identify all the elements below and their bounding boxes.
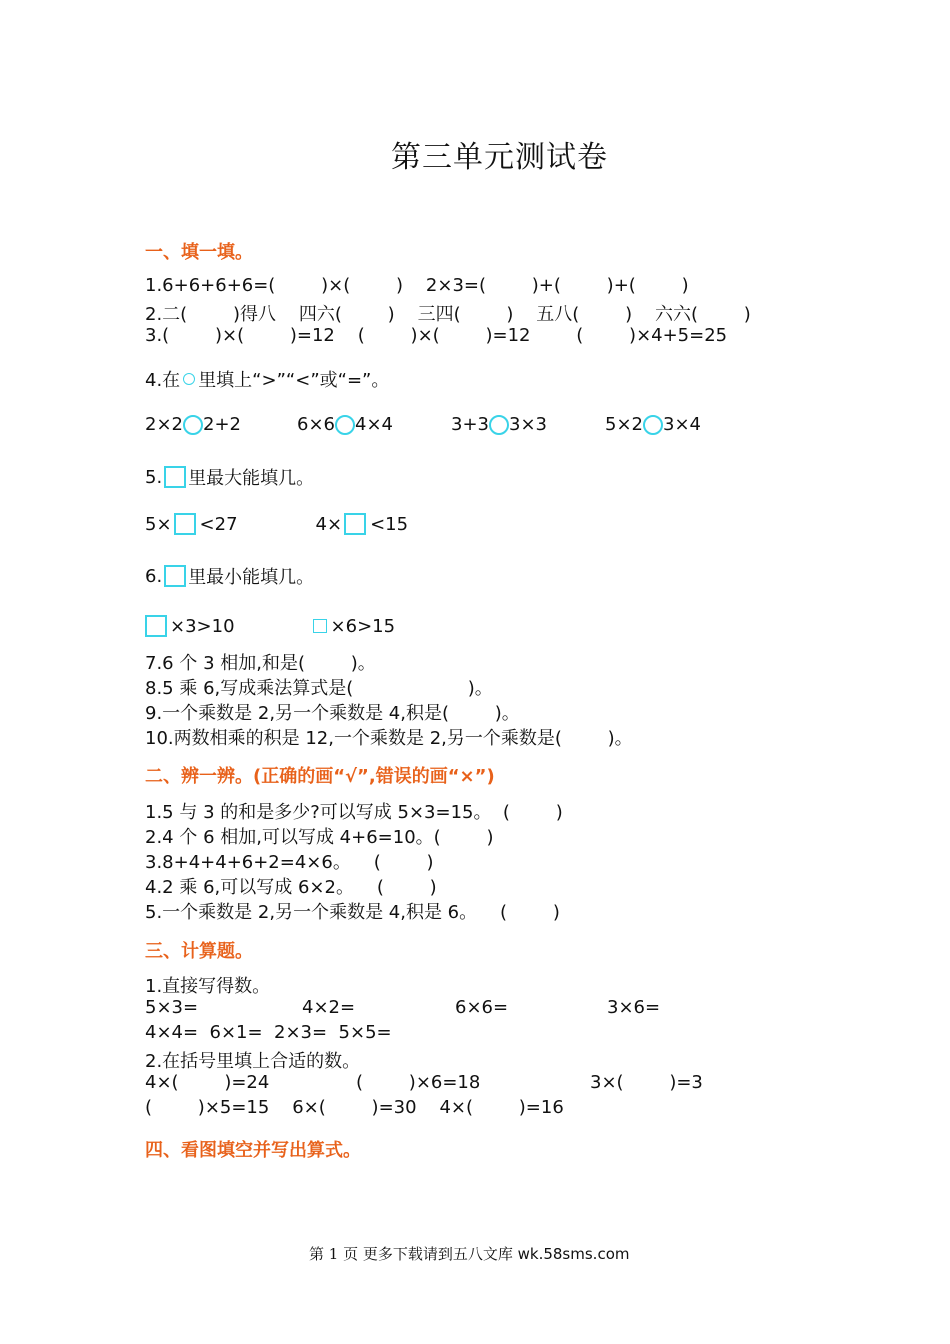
square-icon (164, 466, 186, 488)
s1-q4-suffix: 里填上“>”“<”或“=”。 (198, 370, 390, 391)
footer-url[interactable]: wk.58sms.com (517, 1245, 630, 1263)
q4-right-1: 2+2 (203, 414, 241, 435)
q4-right-2: 4×4 (355, 414, 393, 435)
q6-a: ×3>10 (170, 615, 235, 637)
section-4-heading: 四、看图填空并写出算式。 (145, 1140, 361, 1161)
s1-line-7: 7.6 个 3 相加,和是( )。 (145, 653, 376, 674)
q4-right-3: 3×3 (509, 414, 547, 435)
s1-q5-suffix: 里最大能填几。 (188, 468, 315, 489)
compare-circle-1[interactable] (183, 415, 203, 435)
s1-line-8: 8.5 乘 6,写成乘法算式是( )。 (145, 678, 493, 699)
s1-q5-items (145, 513, 408, 535)
square-icon (164, 565, 186, 587)
page-footer (309, 1243, 629, 1264)
s3-calc-2: 4×2= (302, 997, 356, 1018)
s3-fill-2: ( )×6=18 (356, 1072, 481, 1093)
s1-q4-prefix: 4.在 (145, 370, 181, 391)
s1-q6-suffix: 里最小能填几。 (188, 567, 315, 588)
compare-circle-4[interactable] (643, 415, 663, 435)
answer-square-4[interactable] (313, 619, 327, 633)
answer-square-2[interactable] (344, 513, 366, 535)
q5-a-left: 5× (145, 513, 172, 535)
q4-left-3: 3+3 (451, 414, 489, 435)
section-1-heading: 一、填一填。 (145, 242, 253, 263)
s3-line-3: 4×4= 6×1= 2×3= 5×5= (145, 1022, 392, 1043)
s3-line-1: 1.直接写得数。 (145, 976, 271, 997)
compare-circle-2[interactable] (335, 415, 355, 435)
s3-fill-1: 4×( )=24 (145, 1072, 270, 1093)
q4-left-1: 2×2 (145, 414, 183, 435)
s3-calc-4: 3×6= (607, 997, 661, 1018)
q4-left-4: 5×2 (605, 414, 643, 435)
s1-line-10: 10.两数相乘的积是 12,一个乘数是 2,另一个乘数是( )。 (145, 728, 633, 749)
s1-line-2: 2.二( )得八 四六( ) 三四( ) 五八( ) 六六( ) (145, 304, 751, 325)
s2-line-3: 3.8+4+4+6+2=4×6。 ( ) (145, 852, 434, 873)
s1-q4-instruction (145, 366, 389, 392)
section-3-heading: 三、计算题。 (145, 941, 253, 962)
section-2-heading: 二、辨一辨。(正确的画“√”,错误的画“×”) (145, 766, 495, 787)
s3-fill-3: 3×( )=3 (590, 1072, 703, 1093)
s2-line-2: 2.4 个 6 相加,可以写成 4+6=10。( ) (145, 827, 494, 848)
s2-line-5: 5.一个乘数是 2,另一个乘数是 4,积是 6。 ( ) (145, 902, 560, 923)
q6-b: ×6>15 (330, 615, 396, 637)
q4-left-2: 6×6 (297, 414, 335, 435)
circle-icon (183, 373, 195, 385)
s1-q5-prefix: 5. (145, 466, 163, 488)
q4-right-4: 3×4 (663, 414, 701, 435)
s1-q6-items (145, 615, 395, 637)
q5-b-left: 4× (315, 513, 343, 535)
s3-calc-1: 5×3= (145, 997, 199, 1018)
answer-square-3[interactable] (145, 615, 167, 637)
s3-line-4: 2.在括号里填上合适的数。 (145, 1051, 361, 1072)
s1-line-3: 3.( )×( )=12 ( )×( )=12 ( )×4+5=25 (145, 325, 728, 346)
s2-line-4: 4.2 乘 6,可以写成 6×2。 ( ) (145, 877, 437, 898)
s1-q4-items (145, 414, 701, 435)
q5-b-right: <15 (370, 513, 409, 535)
s3-line-6: ( )×5=15 6×( )=30 4×( )=16 (145, 1097, 564, 1118)
answer-square-1[interactable] (174, 513, 196, 535)
s1-q6-instruction (145, 563, 314, 589)
page-title: 第三单元测试卷 (391, 140, 608, 175)
s3-calc-3: 6×6= (455, 997, 509, 1018)
s1-q6-prefix: 6. (145, 565, 163, 587)
s2-line-1: 1.5 与 3 的和是多少?可以写成 5×3=15。 ( ) (145, 802, 563, 823)
q5-a-right: <27 (199, 513, 238, 535)
s1-q5-instruction (145, 464, 314, 490)
s1-line-1: 1.6+6+6+6=( )×( ) 2×3=( )+( )+( ) (145, 275, 689, 296)
footer-text: 第 1 页 更多下载请到五八文库 (309, 1245, 518, 1263)
s1-line-9: 9.一个乘数是 2,另一个乘数是 4,积是( )。 (145, 703, 520, 724)
compare-circle-3[interactable] (489, 415, 509, 435)
